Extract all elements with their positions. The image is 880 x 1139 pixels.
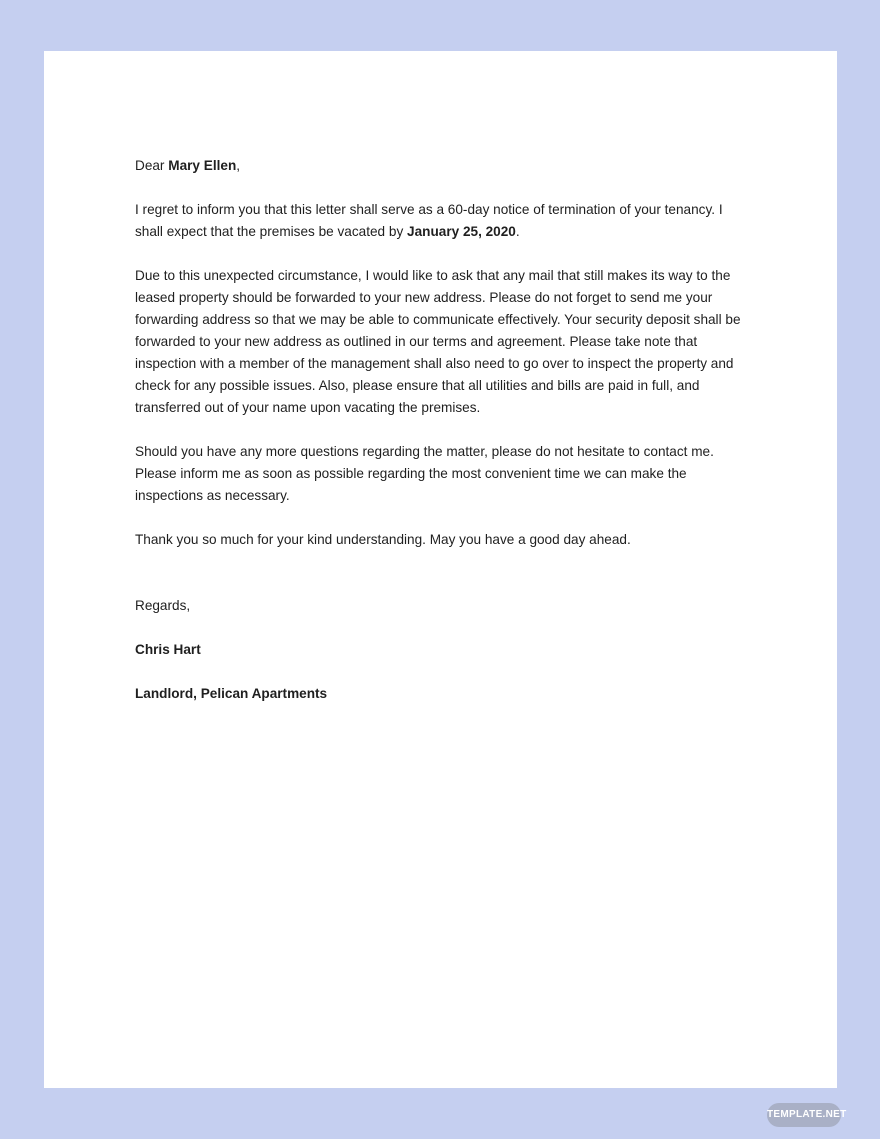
closing: Regards, <box>135 598 191 613</box>
paragraph-thanks: Thank you so much for your kind understanding. May you have a good day ahead. <box>135 532 631 547</box>
recipient-name: Mary Ellen <box>168 158 237 173</box>
letter-body <box>135 155 747 727</box>
notice-end: . <box>515 224 520 239</box>
move-out-date: January 25, 2020 <box>407 224 516 239</box>
salutation <box>135 155 747 177</box>
letter-page <box>44 51 837 1088</box>
notice-text: I regret to inform you that this letter shall serve as a 60-day notice of termination of your tenancy. I shall expect that the premises be vacated by <box>135 202 723 239</box>
signature-name: Chris Hart <box>135 642 201 657</box>
template-net-watermark: TEMPLATE.NET <box>767 1103 841 1127</box>
salutation-prefix: Dear <box>135 158 169 173</box>
paragraph-questions: Should you have any more questions regarding the matter, please do not hesitate to contact me. Please inform me as soon as possible regarding the most convenient time we can make the inspections as necessary. <box>135 444 714 503</box>
signature-title: Landlord, Pelican Apartments <box>135 686 328 701</box>
paragraph-instructions: Due to this unexpected circumstance, I would like to ask that any mail that still makes its way to the leased property should be forwarded to your new address. Please do not forget to send me your forwarding address so that we may be able to communicate effectively. Your security deposit shall be forwarded to your new address as outlined in our terms and agreement. Please take note that inspection with a member of the management shall also need to go over to inspect the property and check for any possible issues. Also, please ensure that all utilities and bills are paid in full, and transferred out of your name upon vacating the premises. <box>135 268 741 415</box>
salutation-suffix: , <box>236 158 241 173</box>
paragraph-notice <box>135 199 747 243</box>
